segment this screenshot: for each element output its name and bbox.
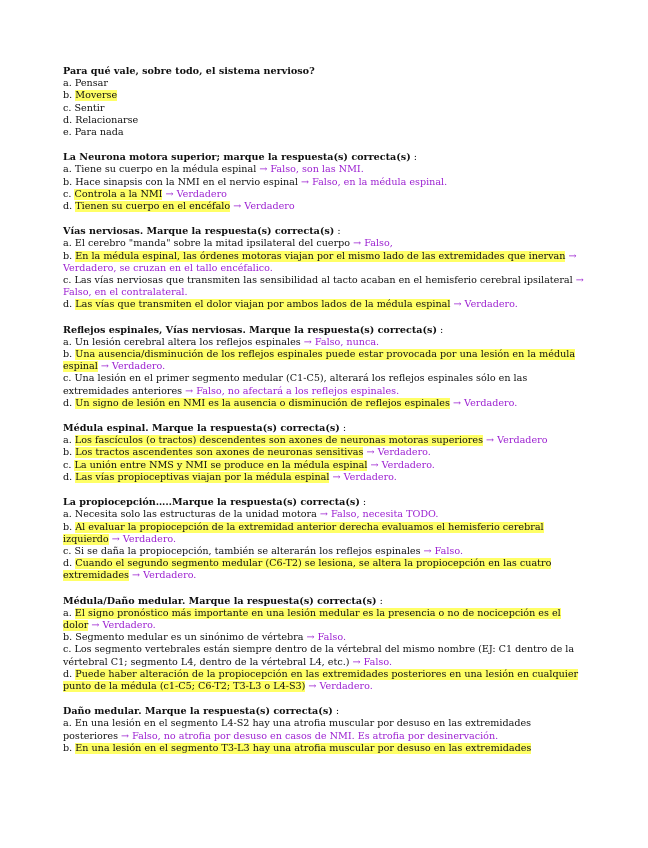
highlighted-answer: La unión entre NMS y NMI se produce en la médula espinal	[74, 459, 368, 471]
answer-feedback: → Verdadero.	[88, 619, 156, 631]
answer-option	[63, 460, 585, 472]
answer-feedback: → Verdadero.	[329, 471, 397, 483]
answer-feedback: → Falso, no atrofia por desuso en casos de NMI. Es atrofia por desinervación.	[121, 730, 499, 742]
answer-option	[63, 472, 585, 484]
question-block	[63, 497, 585, 582]
question-title: Reflejos espinales, Vías nerviosas. Marque la respuesta(s) correcta(s) :	[63, 324, 444, 336]
answer-feedback: → Falso.	[306, 632, 347, 644]
answer-text: d. Relacionarse	[63, 114, 139, 126]
answer-option	[63, 509, 585, 521]
answer-feedback: → Falso, en la médula espinal.	[300, 176, 448, 188]
answer-text: b.	[63, 250, 76, 262]
question-block	[63, 596, 585, 694]
answer-text: a. Necesita solo las estructuras de la unidad motora	[63, 509, 320, 521]
answer-feedback: → Falso, nunca.	[303, 336, 380, 348]
answer-text: c. Los segmento vertebrales están siempre dentro de la vértebral del mismo nombre (EJ: C1 dentro de la vértebral C1; segmento L4, dentro de la vértebral L4, etc.)	[63, 644, 575, 668]
highlighted-answer: Al evaluar la propiocepción de la extremidad anterior derecha evaluamos el hemisferio cerebral izquierdo	[63, 521, 544, 545]
answer-option	[63, 201, 585, 213]
answer-feedback: → Verdadero.	[449, 397, 518, 409]
answer-text: b.	[63, 349, 76, 361]
answer-text: a. El cerebro "manda" sobre la mitad ipsilateral del cuerpo	[63, 238, 354, 250]
answer-option	[63, 78, 585, 90]
answer-text: b. Hace sinapsis con la NMI en el nervio espinal	[63, 176, 301, 188]
question-title: Vías nerviosas. Marque la respuesta(s) correcta(s) :	[63, 226, 341, 238]
highlighted-answer: Puede haber alteración de la propiocepción en las extremidades posteriores en una lesión en cualquier punto de la médula (c1-C5; C6-T2; T3-L3 o L4-S3)	[63, 668, 579, 692]
answer-feedback: → Falso.	[352, 656, 393, 668]
answer-feedback: → Verdadero.	[367, 459, 435, 471]
highlighted-answer: Los fascículos (o tractos) descendentes son axones de neuronas motoras superiores	[74, 435, 483, 447]
answer-text: b.	[63, 447, 76, 459]
answer-feedback: → Verdadero	[230, 201, 295, 213]
answer-feedback: → Verdadero.	[128, 570, 197, 582]
highlighted-answer: En una lesión en el segmento T3-L3 hay una atrofia muscular por desuso en las extremidades	[75, 742, 532, 754]
answer-feedback: → Falso, son las NMI.	[259, 164, 364, 176]
answer-option	[63, 90, 585, 102]
answer-text: a.	[63, 435, 75, 447]
highlighted-answer: Las vías propioceptivas viajan por la médula espinal	[75, 471, 330, 483]
answer-text: c.	[63, 459, 75, 471]
answer-text: c. Las vías nerviosas que transmiten las sensibilidad al tacto acaban en el hemisferio cerebral ipsilateral	[63, 275, 576, 287]
highlighted-answer: Los tractos ascendentes son axones de neuronas sensitivas	[75, 447, 364, 459]
answer-option	[63, 177, 585, 189]
question-block	[63, 706, 585, 755]
question-title: La Neurona motora superior; marque la respuesta(s) correcta(s) :	[63, 152, 418, 164]
answer-option	[63, 103, 585, 115]
answer-option	[63, 558, 585, 582]
answer-option	[63, 349, 585, 373]
answer-option	[63, 275, 585, 299]
answer-option	[63, 447, 585, 459]
question-title: Médula/Daño medular. Marque la respuesta(s) correcta(s) :	[63, 595, 383, 607]
answer-feedback: → Falso, necesita TODO.	[319, 509, 439, 521]
answer-text: a. En una lesión en el segmento L4-S2 hay una atrofia muscular por desuso en las extremidades posteriores	[63, 718, 532, 742]
highlighted-answer: Moverse	[75, 90, 118, 102]
answer-option	[63, 632, 585, 644]
answer-text: d.	[63, 299, 76, 311]
answer-text: d.	[63, 471, 76, 483]
answer-option	[63, 608, 585, 632]
answer-option	[63, 189, 585, 201]
answer-option	[63, 337, 585, 349]
answer-text: d.	[63, 668, 76, 680]
highlighted-answer: Tienen su cuerpo en el encéfalo	[75, 201, 231, 213]
answer-text: d.	[63, 201, 76, 213]
question-title: Daño medular. Marque la respuesta(s) correcta(s) :	[63, 706, 340, 718]
answer-text: a.	[63, 607, 75, 619]
answer-feedback: → Verdadero.	[450, 299, 518, 311]
answer-text: c. Si se daña la propiocepción, también se alterarán los reflejos espinales	[63, 545, 424, 557]
answer-text: b.	[63, 521, 76, 533]
answer-feedback: → Falso.	[423, 545, 464, 557]
answer-option	[63, 718, 585, 742]
answer-feedback: → Falso,	[353, 238, 393, 250]
highlighted-answer: Controla a la NMI	[74, 188, 163, 200]
answer-text: c. Sentir	[63, 102, 105, 114]
answer-option	[63, 115, 585, 127]
question-title: La propiocepción…..Marque la respuesta(s) correcta(s) :	[63, 497, 367, 509]
answer-option	[63, 398, 585, 410]
answer-text: c. Una lesión en el primer segmento medular (C1-C5), alterará los reflejos espinales sólo en las extremidades anteriores	[63, 373, 528, 397]
answer-text: a. Pensar	[63, 78, 108, 90]
answer-text: b.	[63, 90, 76, 102]
highlighted-answer: Las vías que transmiten el dolor viajan por ambos lados de la médula espinal	[75, 299, 451, 311]
answer-feedback: → Verdadero.	[363, 447, 431, 459]
answer-feedback: → Verdadero.	[305, 680, 373, 692]
answer-feedback: → Verdadero.	[108, 533, 177, 545]
highlighted-answer: Cuando el segundo segmento medular (C6-T2) se lesiona, se altera la propiocepción en las cuatro extremidades	[63, 558, 552, 582]
answer-option	[63, 299, 585, 311]
question-block	[63, 66, 585, 139]
highlighted-answer: El signo pronóstico más importante en una lesión medular es la presencia o no de nocicepción es el dolor	[63, 607, 561, 631]
answer-option	[63, 644, 585, 668]
answer-feedback: → Verdadero.	[97, 361, 166, 373]
highlighted-answer: Un signo de lesión en NMI es la ausencia o disminución de reflejos espinales	[75, 397, 450, 409]
question-block	[63, 325, 585, 410]
question-title: Para qué vale, sobre todo, el sistema nervioso?	[63, 66, 315, 77]
highlighted-answer: En la médula espinal, las órdenes motoras viajan por el mismo lado de las extremidades que inervan	[75, 250, 566, 262]
question-title: Médula espinal. Marque la respuesta(s) correcta(s) :	[63, 423, 347, 435]
answer-feedback: → Falso, no afectará a los reflejos espinales.	[185, 385, 400, 397]
answer-text: e. Para nada	[63, 127, 124, 139]
answer-feedback: → Verdadero	[483, 435, 548, 447]
answer-feedback: → Falso, en el contralateral.	[63, 275, 584, 299]
answer-feedback: → Verdadero	[162, 188, 227, 200]
answer-text: d.	[63, 397, 76, 409]
question-block	[63, 226, 585, 311]
highlighted-answer: Una ausencia/disminución de los reflejos espinales puede estar provocada por una lesión en la médula espinal	[63, 349, 576, 373]
answer-option	[63, 669, 585, 693]
answer-text: d.	[63, 558, 76, 570]
answer-text: a. Un lesión cerebral altera los reflejos espinales	[63, 336, 304, 348]
answer-option	[63, 164, 585, 176]
document-body	[63, 66, 585, 768]
answer-option	[63, 546, 585, 558]
answer-option	[63, 251, 585, 275]
answer-option	[63, 238, 585, 250]
answer-feedback: → Verdadero, se cruzan en el tallo encéfalico.	[63, 250, 577, 274]
answer-text: b. Segmento medular es un sinónimo de vértebra	[63, 632, 307, 644]
answer-option	[63, 435, 585, 447]
answer-option	[63, 373, 585, 397]
question-block	[63, 423, 585, 484]
answer-option	[63, 127, 585, 139]
answer-text: a. Tiene su cuerpo en la médula espinal	[63, 164, 260, 176]
answer-option	[63, 522, 585, 546]
answer-option	[63, 743, 585, 755]
answer-text: b.	[63, 742, 76, 754]
answer-text: c.	[63, 188, 75, 200]
question-block	[63, 152, 585, 213]
